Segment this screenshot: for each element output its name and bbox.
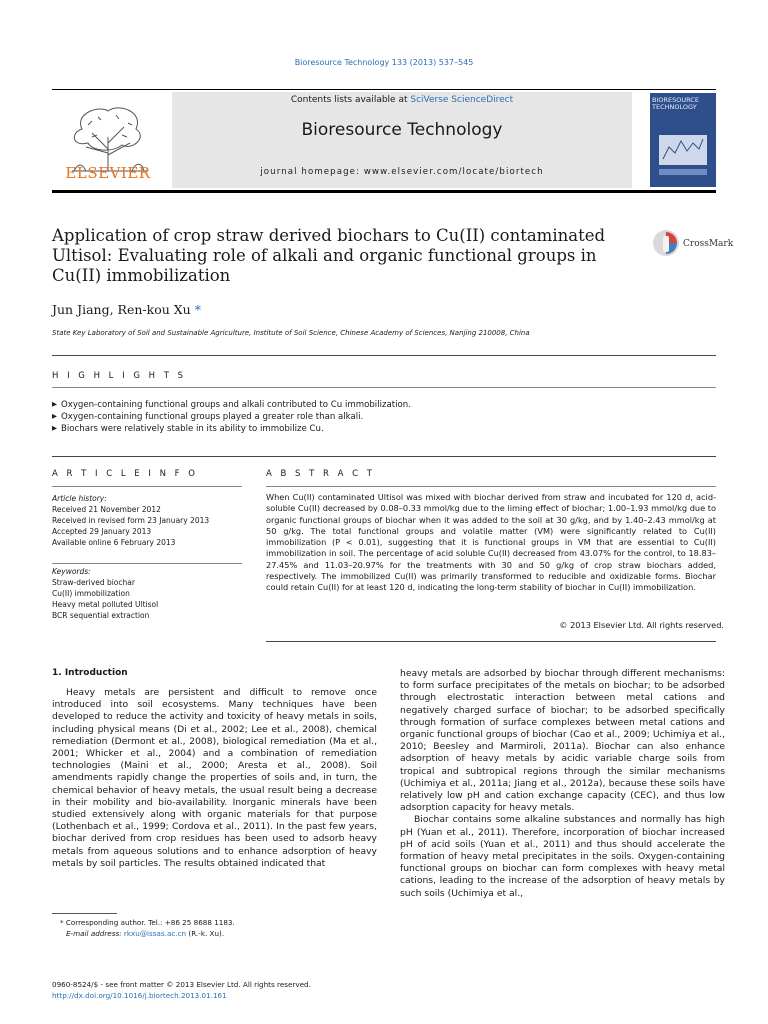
abstract-text: When Cu(II) contaminated Ultisol was mixed with biochar derived from straw and incubated for 120 d, acid-soluble Cu(II) decreased by 0.08–0.33 mmol/kg due to the liming effect of biochar; 1.00–1.93 mmol/kg due to organic functional groups of biochar when it was added to the soil at 30 g/kg, and by 1.40–2.43 mmol/kg at 50 g/kg. The total functional groups and volatile matter (VM) were significantly related to Cu(II) immobilization (P < 0.01), suggesting that it is functional groups in VM that are essential to Cu(II) immobilization in soil. The percentage of acid soluble Cu(II) decreased from 43.07% for the control, to 18.83–27.45% and 11.03–20.97% for the treatments with 30 and 50 g/kg of crop straw biochars added, respectively. The immobilized Cu(II) was primarily transformed to reducible and oxidizable forms. Biochar could retain Cu(II) for at least 120 d, indicating the long-term stability of biochar in Cu(II) immobilization. <box>266 492 716 593</box>
divider <box>266 486 716 487</box>
crossmark-label[interactable]: CrossMark <box>683 239 734 249</box>
keywords-label: Keywords: <box>52 567 91 576</box>
author-names: Jun Jiang, Ren-kou Xu <box>52 302 191 317</box>
email-suffix: (R.-k. Xu). <box>186 928 225 938</box>
crossmark-icon[interactable] <box>652 229 680 257</box>
highlight-item: ▶ Oxygen-containing functional groups played a greater role than alkali. <box>52 411 716 423</box>
journal-homepage[interactable]: journal homepage: www.elsevier.com/locate/biortech <box>260 167 544 177</box>
article-info-heading: A R T I C L E I N F O <box>52 469 198 479</box>
issn-line: 0960-8524/$ - see front matter © 2013 Elsevier Ltd. All rights reserved. <box>52 980 311 989</box>
affiliation: State Key Laboratory of Soil and Sustainable Agriculture, Institute of Soil Science, Chinese Academy of Sciences, Nanjing 210008, China <box>52 329 530 337</box>
divider <box>266 641 716 642</box>
highlight-item: ▶ Biochars were relatively stable in its ability to immobilize Cu. <box>52 423 716 435</box>
intro-paragraph-left: Heavy metals are persistent and difficult to remove once introduced into soil ecosystems. Many techniques have been developed to reduce the activity and toxicity of heavy metals in soils, including physical means (Di et al., 2002; Lee et al., 2008), chemical remediation (Dermont et al., 2008), biological remediation (Ma et al., 2001; Whicker et al., 2004) and a combination of remediation technologies (Maini et al., 2000; Aresta et al., 2008). Soil amendments rapidly change the properties of soils and, in turn, the chemical behavior of heavy metals, the usual result being a decrease in their mobility and bio-availability. Inorganic minerals have been studied extensively along with organic materials for that purpose (Lothenbach et al., 1999; Cordova et al., 2011). In the past few years, biochar derived from crop residues has been used to adsorb heavy metals from aqueous solutions and to enhance adsorption of heavy metals by soil particles. The results obtained indicated that <box>52 687 377 869</box>
history-item: Accepted 29 January 2013 <box>52 527 152 536</box>
keyword-item: Cu(II) immobilization <box>52 589 130 598</box>
author-list <box>52 302 201 317</box>
article-title: Application of crop straw derived biochars to Cu(II) contaminated Ultisol: Evaluating role of alkali and organic functional groups in Cu(II) immobilization <box>52 226 606 285</box>
intro-column-right <box>400 668 725 900</box>
keyword-item: BCR sequential extraction <box>52 611 150 620</box>
divider <box>52 563 242 564</box>
divider <box>52 486 242 487</box>
abstract-heading: A B S T R A C T <box>266 469 375 479</box>
cover-graphic <box>655 125 711 181</box>
keyword-item: Heavy metal polluted Ultisol <box>52 600 159 609</box>
intro-paragraph: heavy metals are adsorbed by biochar through different mechanisms: to form surface precipitates of the metals on biochar; to be adsorbed through electrostatic interaction between metal cations and negatively charged surface of biochar; to be adsorbed specifically through formation of surface complexes between metal cations and organic functional groups of biochar (Cao et al., 2009; Uchimiya et al., 2010; Beesley and Marmiroli, 2011a). Biochar can also enhance adsorption of heavy metals by acidic variable charge soils from tropical and subtropical regions through the similar mechanisms (Uchimiya et al., 2011a; Jiang et al., 2012a), because these soils have relatively low pH and cation exchange capacity (CEC), and thus low adsorption capacity for heavy metals. <box>400 668 725 814</box>
intro-paragraph: Biochar contains some alkaline substances and normally has high pH (Yuan et al., 2011). Therefore, incorporation of biochar increased pH of acid soils (Yuan et al., 2011) and thus should accelerate the formation of heavy metal precipitates in the soils. Oxygen-containing functional groups on biochar can form complexes with heavy metal cations, leading to the increase of the adsorption of heavy metals by such soils (Uchimiya et al., <box>400 814 725 899</box>
doi-link[interactable]: http://dx.doi.org/10.1016/j.biortech.2013.01.161 <box>52 990 227 1000</box>
history-label: Article history: <box>52 494 107 503</box>
article-history <box>52 493 242 548</box>
divider <box>52 387 716 388</box>
history-item: Received in revised form 23 January 2013 <box>52 516 210 525</box>
elsevier-wordmark[interactable]: ELSEVIER <box>65 164 151 182</box>
divider <box>52 355 716 356</box>
cover-title: BIORESOURCE TECHNOLOGY <box>652 96 699 111</box>
keyword-item: Straw-derived biochar <box>52 578 135 587</box>
header-rule-bottom <box>52 190 716 193</box>
abstract-copyright: © 2013 Elsevier Ltd. All rights reserved. <box>559 620 724 630</box>
corresponding-author-note: * Corresponding author. Tel.: +86 25 8688 1183. <box>60 918 235 927</box>
contents-prefix: Contents lists available at <box>290 95 411 105</box>
keywords <box>52 566 242 621</box>
header-rule-top <box>52 89 716 90</box>
journal-name: Bioresource Technology <box>301 120 503 140</box>
section-heading-introduction: 1. Introduction <box>52 668 128 678</box>
contents-line <box>172 95 632 105</box>
email-link[interactable]: rkxu@issas.ac.cn <box>123 928 187 938</box>
divider <box>52 456 716 457</box>
sciencedirect-link[interactable]: SciVerse ScienceDirect <box>410 95 514 105</box>
history-item: Received 21 November 2012 <box>52 505 161 514</box>
corresponding-author-mark[interactable]: * <box>194 302 201 317</box>
highlights-list <box>52 399 716 435</box>
history-item: Available online 6 February 2013 <box>52 538 176 547</box>
highlights-heading: H I G H L I G H T S <box>52 371 187 381</box>
footnote-rule <box>52 913 117 914</box>
footnote <box>52 918 382 939</box>
journal-citation[interactable]: Bioresource Technology 133 (2013) 537–545 <box>294 58 474 67</box>
highlight-item: ▶ Oxygen-containing functional groups and alkali contributed to Cu immobilization. <box>52 399 716 411</box>
front-matter <box>52 980 382 1001</box>
email-label: E-mail address: <box>66 928 124 938</box>
